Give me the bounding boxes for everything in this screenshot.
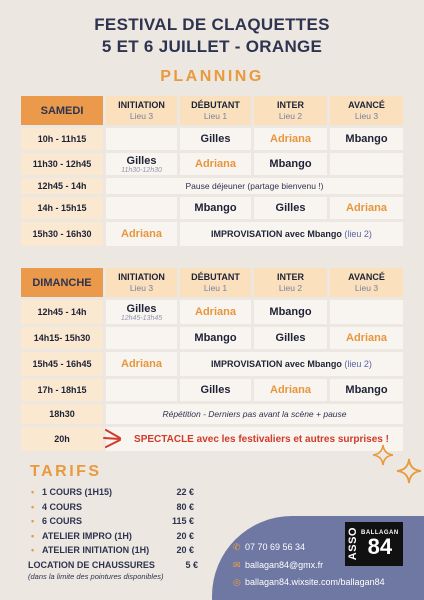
tarif-price: 22 € — [176, 487, 194, 497]
slot-cell — [330, 128, 403, 150]
level-lieu: Lieu 3 — [129, 282, 154, 293]
ballagan-logo — [345, 522, 403, 566]
teacher-name: Mbango — [269, 158, 312, 170]
teacher-name: Adriana — [195, 306, 236, 318]
tarif-price: 80 € — [176, 502, 194, 512]
tarifs-title: TARIFS — [30, 463, 102, 480]
level-lieu: Lieu 3 — [354, 110, 379, 121]
impro-lieu: (lieu 2) — [344, 359, 372, 369]
globe-icon: ◎ — [233, 577, 241, 587]
teacher-name: Adriana — [270, 133, 311, 145]
empty-cell — [106, 379, 177, 401]
tarif-row — [31, 531, 194, 541]
slot-cell — [254, 128, 327, 150]
tarif-label: ATELIER IMPRO (1H) — [42, 531, 132, 541]
slot-cell — [330, 327, 403, 349]
impro-lieu: (lieu 2) — [344, 229, 372, 239]
hour-cell: 15h30 - 16h30 — [21, 222, 103, 246]
teacher-name: Mbango — [194, 202, 237, 214]
bullet-icon: • — [31, 516, 35, 526]
teacher-name: Mbango — [345, 133, 388, 145]
tarif-row — [31, 545, 194, 555]
location-price: 5 € — [185, 560, 198, 570]
location-chaussures — [28, 560, 198, 570]
tarif-row — [31, 487, 194, 497]
hour-cell: 17h - 18h15 — [21, 379, 103, 401]
festival-title-line1: FESTIVAL DE CLAQUETTES — [94, 15, 330, 34]
email-text: ballagan84@gmx.fr — [245, 560, 324, 570]
teacher-name: Adriana — [121, 228, 162, 240]
festival-title-line2: 5 ET 6 JUILLET - ORANGE — [101, 37, 323, 56]
slot-cell — [254, 327, 327, 349]
spectacle-note: SPECTACLE avec les festivaliers et autres surprises ! — [134, 433, 389, 445]
level-name: INTER — [277, 99, 304, 110]
level-lieu: Lieu 2 — [278, 282, 303, 293]
hour-cell: 14h15- 15h30 — [21, 327, 103, 349]
slot-time: 11h30-12h30 — [121, 167, 162, 174]
sparkle-icon — [372, 444, 394, 466]
level-name: INITIATION — [118, 99, 165, 110]
bullet-icon: • — [31, 487, 35, 497]
slot-cell — [330, 379, 403, 401]
slot-cell — [106, 153, 177, 175]
website-text: ballagan84.wixsite.com/ballagan84 — [245, 577, 385, 587]
logo-number: 84 — [367, 534, 393, 559]
level-name: INITIATION — [118, 271, 165, 282]
teacher-name: Adriana — [270, 384, 311, 396]
tarif-label: 1 COURS (1H15) — [42, 487, 113, 497]
teacher-name: Gilles — [200, 133, 231, 145]
slot-cell — [254, 300, 327, 324]
impro-text: IMPROVISATION avec Mbango — [211, 229, 342, 239]
teacher-name: Adriana — [121, 358, 162, 370]
tarif-price: 20 € — [176, 531, 194, 541]
logo-asso: ASSO — [347, 527, 359, 561]
empty-cell — [106, 128, 177, 150]
slot-cell — [254, 197, 327, 219]
day-header-dimanche: DIMANCHE — [21, 268, 103, 297]
firework-lines-icon — [92, 426, 122, 450]
teacher-name: Gilles — [275, 202, 306, 214]
pause-cell — [106, 178, 403, 194]
repetition-note: Répétition - Derniers pas avant la scène + pause — [162, 409, 347, 419]
level-name: AVANCÉ — [348, 99, 385, 110]
level-header-avance — [330, 268, 403, 297]
hour-cell: 11h30 - 12h45 — [21, 153, 103, 175]
level-header-inter — [254, 96, 327, 125]
day-header-samedi: SAMEDI — [21, 96, 103, 125]
level-lieu: Lieu 1 — [203, 110, 228, 121]
sparkle-icon — [396, 458, 422, 484]
teacher-name: Mbango — [194, 332, 237, 344]
slot-cell — [106, 352, 177, 376]
impro-label — [211, 229, 372, 239]
level-name: AVANCÉ — [348, 271, 385, 282]
hour-cell: 15h45 - 16h45 — [21, 352, 103, 376]
slot-cell — [330, 197, 403, 219]
tarif-price: 115 € — [171, 516, 194, 526]
repetition-cell — [106, 404, 403, 424]
slot-cell — [180, 128, 251, 150]
slot-cell — [180, 197, 251, 219]
slot-cell — [254, 379, 327, 401]
empty-cell — [330, 153, 403, 175]
level-header-initiation — [106, 268, 177, 297]
phone-text: 07 70 69 56 34 — [245, 542, 306, 552]
tarif-row — [31, 502, 194, 512]
level-lieu: Lieu 2 — [278, 110, 303, 121]
teacher-name: Gilles — [126, 302, 157, 315]
location-label: LOCATION DE CHAUSSURES — [28, 560, 155, 570]
empty-cell — [106, 327, 177, 349]
teacher-name: Gilles — [275, 332, 306, 344]
impro-cell — [180, 352, 403, 376]
mail-icon: ✉ — [233, 560, 241, 570]
hour-cell: 10h - 11h15 — [21, 128, 103, 150]
level-header-debutant — [180, 268, 251, 297]
slot-cell — [106, 222, 177, 246]
contact-website[interactable] — [233, 577, 385, 588]
hour-cell: 12h45 - 14h — [21, 178, 103, 194]
impro-cell — [180, 222, 403, 246]
tarif-row — [31, 516, 194, 526]
level-lieu: Lieu 3 — [354, 282, 379, 293]
bullet-icon: • — [31, 545, 35, 555]
level-header-avance — [330, 96, 403, 125]
spectacle-cell — [106, 427, 403, 451]
tarif-label: 4 COURS — [42, 502, 83, 512]
hour-cell: 14h - 15h15 — [21, 197, 103, 219]
impro-label — [211, 359, 372, 369]
level-header-debutant — [180, 96, 251, 125]
hour-cell: 12h45 - 14h — [21, 300, 103, 324]
planning-title: PLANNING — [160, 68, 264, 85]
slot-cell — [180, 379, 251, 401]
logo-ballagan: BALLAGAN — [361, 530, 399, 536]
level-header-initiation — [106, 96, 177, 125]
tarif-label: 6 COURS — [42, 516, 83, 526]
contact-email[interactable] — [233, 560, 323, 571]
level-lieu: Lieu 1 — [203, 282, 228, 293]
teacher-name: Mbango — [345, 384, 388, 396]
impro-text: IMPROVISATION avec Mbango — [211, 359, 342, 369]
hour-cell: 20h — [21, 427, 103, 451]
level-name: INTER — [277, 271, 304, 282]
teacher-name: Gilles — [126, 155, 157, 167]
pause-note: Pause déjeuner (partage bienvenu !) — [185, 181, 324, 191]
level-header-inter — [254, 268, 327, 297]
teacher-name: Adriana — [195, 158, 236, 170]
slot-cell — [180, 300, 251, 324]
level-name: DÉBUTANT — [191, 271, 240, 282]
level-name: DÉBUTANT — [191, 99, 240, 110]
hour-cell: 18h30 — [21, 404, 103, 424]
teacher-name: Gilles — [200, 384, 231, 396]
logo-right — [361, 530, 399, 558]
tarif-price: 20 € — [176, 545, 194, 555]
teacher-name: Mbango — [269, 306, 312, 318]
slot-cell — [180, 327, 251, 349]
teacher-name: Adriana — [346, 332, 387, 344]
location-note: (dans la limite des pointures disponibles) — [28, 572, 164, 581]
empty-cell — [330, 300, 403, 324]
contact-phone[interactable] — [233, 542, 305, 553]
empty-cell — [106, 197, 177, 219]
teacher-name: Adriana — [346, 202, 387, 214]
bullet-icon: • — [31, 531, 35, 541]
slot-cell — [254, 153, 327, 175]
tarif-label: ATELIER INITIATION (1H) — [42, 545, 150, 555]
slot-time: 12h45-13h45 — [120, 315, 163, 322]
bullet-icon: • — [31, 502, 35, 512]
slot-cell — [180, 153, 251, 175]
phone-icon: ✆ — [233, 542, 241, 552]
slot-cell — [106, 300, 177, 324]
level-lieu: Lieu 3 — [129, 110, 154, 121]
